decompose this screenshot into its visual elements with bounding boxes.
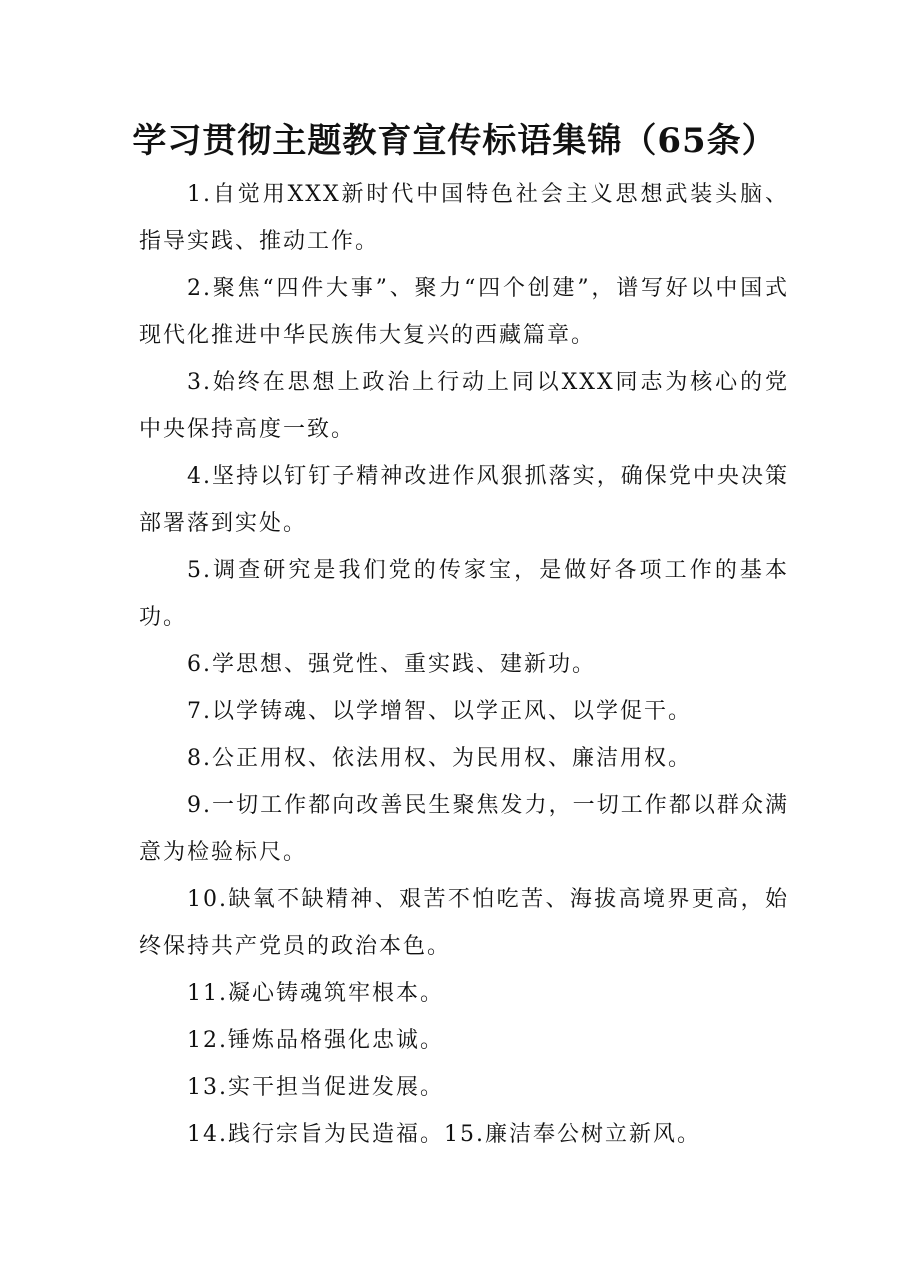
slogan-item-10: 10.缺氧不缺精神、艰苦不怕吃苦、海拔高境界更高，始终保持共产党员的政治本色。 [139,887,789,959]
slogan-item-14-15: 14.践行宗旨为民造福。15.廉洁奉公树立新风。 [187,1122,701,1147]
slogan-item-11: 11.凝心铸魂筑牢根本。 [187,981,444,1006]
slogan-item-12: 12.锤炼品格强化忠诚。 [187,1028,444,1053]
slogan-item-8: 8.公正用权、依法用权、为民用权、廉洁用权。 [187,746,692,771]
document-body [139,171,789,1158]
slogan-item-13: 13.实干担当促进发展。 [187,1075,444,1100]
document-title: 学习贯彻主题教育宣传标语集锦（65条） [132,121,777,161]
slogan-item-9: 9.一切工作都向改善民生聚焦发力，一切工作都以群众满意为检验标尺。 [139,793,789,865]
slogan-item-1: 1.自觉用XXX新时代中国特色社会主义思想武装头脑、指导实践、推动工作。 [139,182,789,254]
slogan-item-3: 3.始终在思想上政治上行动上同以XXX同志为核心的党中央保持高度一致。 [139,370,789,442]
slogan-item-6: 6.学思想、强党性、重实践、建新功。 [187,652,596,677]
slogan-item-2: 2.聚焦“四件大事”、聚力“四个创建”，谱写好以中国式现代化推进中华民族伟大复兴的西藏篇章。 [139,276,789,348]
slogan-item-7: 7.以学铸魂、以学增智、以学正风、以学促干。 [187,699,692,724]
slogan-item-5: 5.调查研究是我们党的传家宝，是做好各项工作的基本功。 [139,558,789,630]
slogan-item-4: 4.坚持以钉钉子精神改进作风狠抓落实，确保党中央决策部署落到实处。 [139,464,789,536]
